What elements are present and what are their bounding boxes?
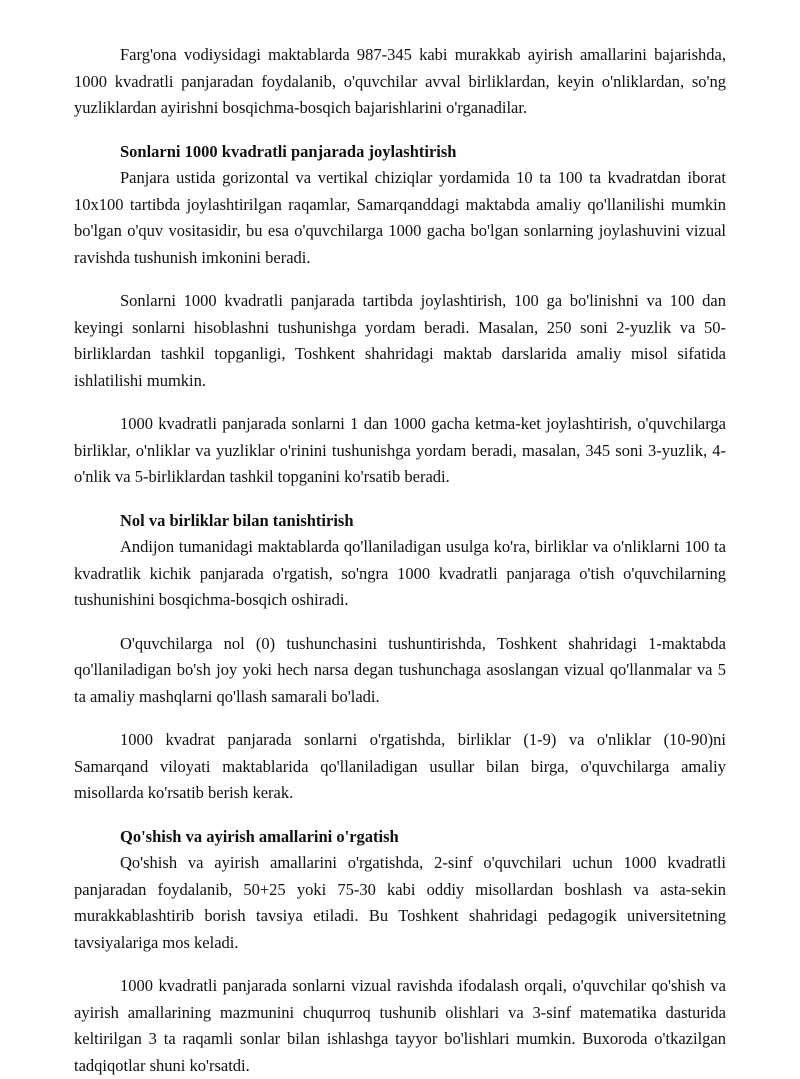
body-paragraph: 1000 kvadrat panjarada sonlarni o'rgatishda, birliklar (1-9) va o'nliklar (10-90)ni Samarqand viloyati maktablarida qo'llaniladigan usullar bilan birga, o'quvchilarga amaliy misollarda ko'rsatib berish kerak. — [74, 730, 726, 802]
section-heading: Sonlarni 1000 kvadratli panjarada joylashtirish — [120, 141, 457, 161]
body-paragraph: Andijon tumanidagi maktablarda qo'llaniladigan usulga ko'ra, birliklar va o'nliklarni 100 ta kvadratlik kichik panjarada o'rgatish, so'ngra 1000 kvadratli panjaraga o'tish o'quvchilarning tushunishini bosqichma-bosqich oshiradi. — [74, 537, 726, 609]
body-paragraph: Panjara ustida gorizontal va vertikal chiziqlar yordamida 10 ta 100 ta kvadratdan iborat 10x100 tartibda joylashtirilgan raqamlar, Samarqanddagi maktabda amaliy qo'llanilishi mumkin bo'lgan o'quv vositasidir, bu esa o'quvchilarga 1000 gacha bo'lgan sonlarning joylashuvini vizual ravishda tushunish imkonini beradi. — [74, 168, 726, 267]
body-paragraph: 1000 kvadratli panjarada sonlarni vizual ravishda ifodalash orqali, o'quvchilar qo'shish va ayirish amallarining mazmunini chuqurroq tushunib olishlari va 3-sinf matematika dasturida keltirilgan 3 ta raqamli sonlar bilan ishlashga tayyor bo'lishlari mumkin. Buxoroda o'tkazilgan tadqiqotlar shuni ko'rsatdi. — [74, 976, 726, 1075]
body-paragraph: O'quvchilarga nol (0) tushunchasini tushuntirishda, Toshkent shahridagi 1-maktabda qo'llaniladigan bo'sh joy yoki hech narsa degan tushunchaga asoslangan vizual qo'llanmalar va 5 ta amaliy mashqlarni qo'llash samarali bo'ladi. — [74, 633, 726, 706]
intro-paragraph: Farg'ona vodiysidagi maktablarda 987-345 kabi murakkab ayirish amallarini bajarishda, 1000 kvadratli panjaradan foydalanib, o'quvchilar avval birliklardan, keyin o'nliklardan, so'ng yuzliklardan ayirishni bosqichma-bosqich bajarishlarini o'rganadilar. — [74, 45, 726, 117]
body-paragraph: Sonlarni 1000 kvadratli panjarada tartibda joylashtirish, 100 ga bo'linishni va 100 dan keyingi sonlarni hisoblashni tushunishga yordam beradi. Masalan, 250 soni 2-yuzlik va 50-birliklardan tashkil topganligi, Toshkent shahridagi maktab darslarida amaliy misol sifatida ishlatilishi mumkin. — [74, 291, 726, 390]
body-paragraph: 1000 kvadratli panjarada sonlarni 1 dan 1000 gacha ketma-ket joylashtirish, o'quvchilarga birliklar, o'nliklar va yuzliklar o'rinini tushunishga yordam beradi, masalan, 345 soni 3-yuzlik, 4-o'nlik va 5-birliklardan tashkil topganini ko'rsatib beradi. — [74, 414, 726, 486]
section-heading: Qo'shish va ayirish amallarini o'rgatish — [120, 826, 399, 846]
section-heading: Nol va birliklar bilan tanishtirish — [120, 510, 354, 530]
body-paragraph: Qo'shish va ayirish amallarini o'rgatishda, 2-sinf o'quvchilari uchun 1000 kvadratli panjaradan foydalanib, 50+25 yoki 75-30 kabi oddiy misollardan boshlash va asta-sekin murakkablashtirib borish tavsiya etiladi. Bu Toshkent shahridagi pedagogik universitetning tavsiyalariga mos keladi. — [74, 853, 726, 952]
